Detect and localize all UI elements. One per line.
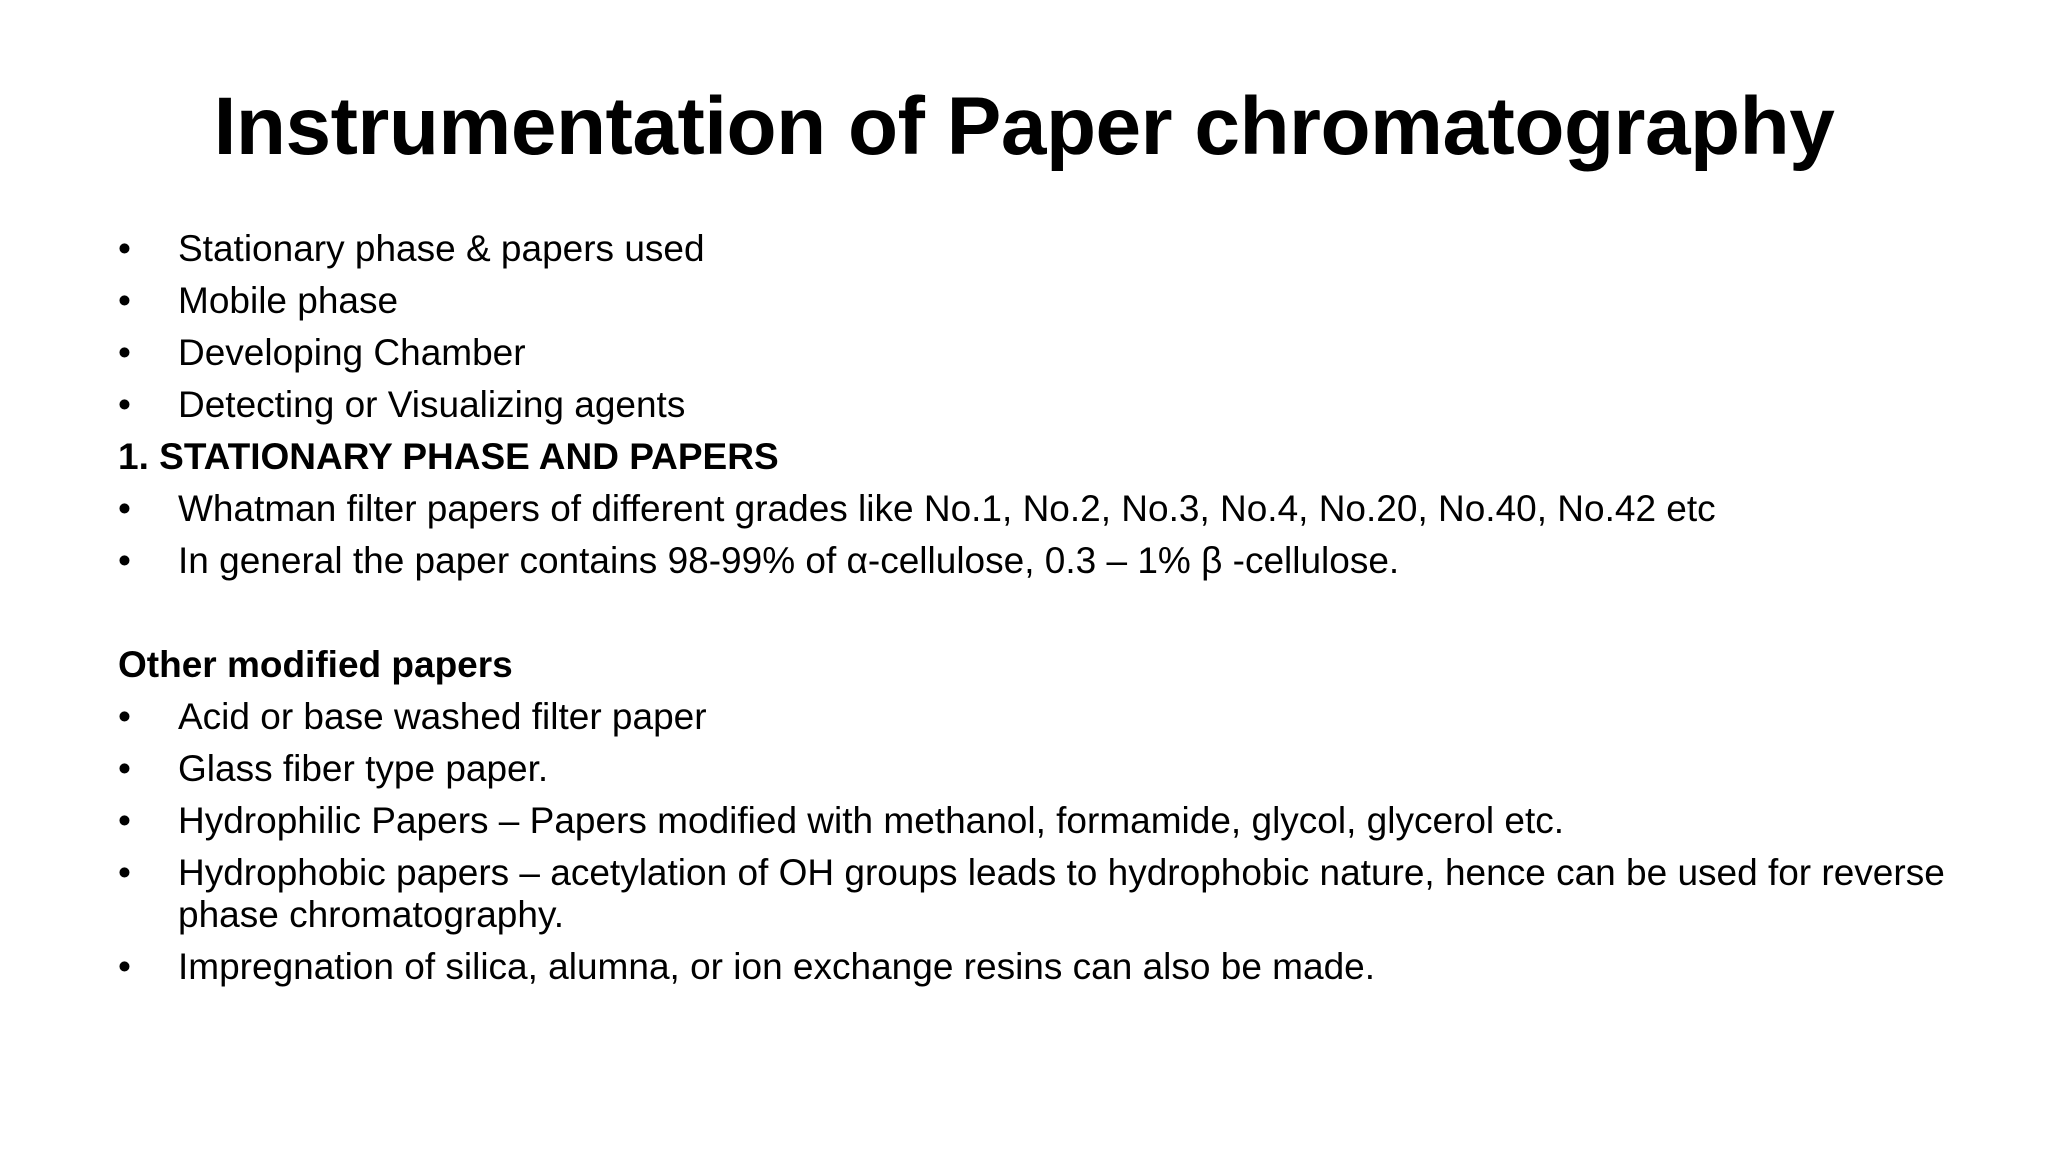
list-item (118, 800, 1948, 852)
list-item-text: Whatman filter papers of different grades like No.1, No.2, No.3, No.4, No.20, No.40, No.42 etc (178, 488, 1716, 529)
list-item (118, 384, 1948, 436)
bullet-icon: • (118, 946, 131, 987)
bullet-icon: • (118, 852, 131, 893)
modified-papers-bullet-list (118, 696, 1948, 998)
bullet-icon: • (118, 696, 131, 737)
list-item (118, 280, 1948, 332)
list-item-text: Acid or base washed filter paper (178, 696, 707, 737)
list-item-text: In general the paper contains 98-99% of α-cellulose, 0.3 – 1% β -cellulose. (178, 540, 1400, 581)
list-item (118, 332, 1948, 384)
list-item (118, 228, 1948, 280)
list-item-text: Developing Chamber (178, 332, 526, 373)
section-heading-stationary-phase: 1. STATIONARY PHASE AND PAPERS (118, 436, 779, 477)
bullet-icon: • (118, 800, 131, 841)
bullet-icon: • (118, 228, 131, 269)
slide-content (118, 228, 1948, 998)
list-item (118, 748, 1948, 800)
list-item-text: Hydrophilic Papers – Papers modified with methanol, formamide, glycol, glycerol etc. (178, 800, 1565, 841)
list-item-text: Glass fiber type paper. (178, 748, 549, 789)
bullet-icon: • (118, 540, 131, 581)
slide-title: Instrumentation of Paper chromatography (213, 81, 1835, 172)
bullet-icon: • (118, 748, 131, 789)
stationary-phase-bullet-list (118, 488, 1948, 592)
bullet-icon: • (118, 332, 131, 373)
section-heading-modified-papers: Other modified papers (118, 644, 513, 685)
list-item (118, 540, 1948, 592)
list-item (118, 696, 1948, 748)
section-spacer (118, 592, 1948, 644)
list-item-text: Stationary phase & papers used (178, 228, 705, 269)
list-item (118, 946, 1948, 998)
bullet-icon: • (118, 488, 131, 529)
list-item-text: Hydrophobic papers – acetylation of OH groups leads to hydrophobic nature, hence can be used for reverse phase chromatography. (178, 852, 1945, 935)
bullet-icon: • (118, 280, 131, 321)
bullet-icon: • (118, 384, 131, 425)
list-item-text: Mobile phase (178, 280, 399, 321)
list-item (118, 852, 1948, 946)
list-item (118, 488, 1948, 540)
list-item-text: Impregnation of silica, alumna, or ion exchange resins can also be made. (178, 946, 1376, 987)
list-item-text: Detecting or Visualizing agents (178, 384, 686, 425)
intro-bullet-list (118, 228, 1948, 436)
